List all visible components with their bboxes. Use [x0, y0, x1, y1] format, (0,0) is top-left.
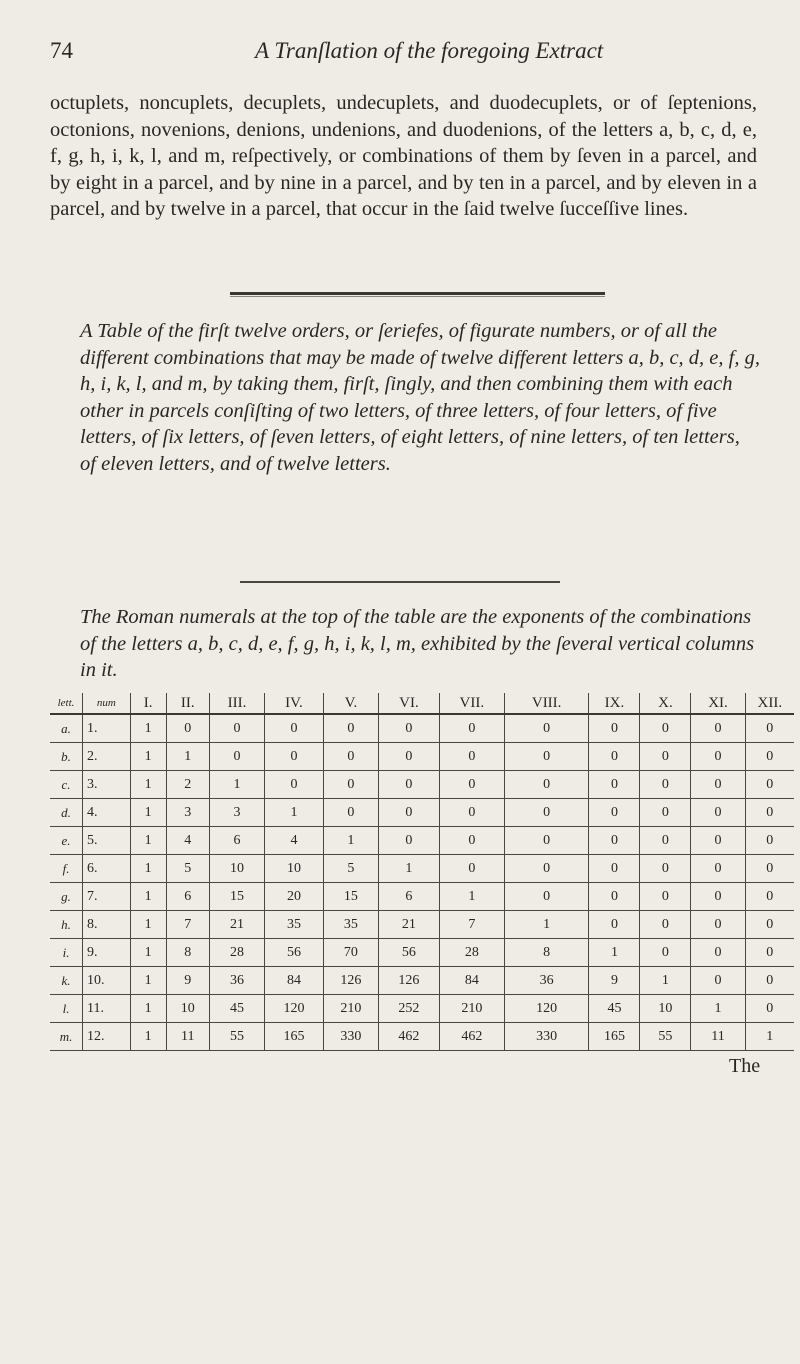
table-cell: 120 [265, 995, 324, 1023]
table-cell: 0 [691, 743, 745, 771]
table-cell: 0 [504, 714, 589, 743]
table-cell: 6 [209, 827, 264, 855]
table-note: The Roman numerals at the top of the table are the exponents of the combinations of the letters a, b, c, d, e, f, g, h, i, k, l, m, exhibited by the ſeveral vertical columns in it. [80, 606, 755, 681]
table-cell: 0 [589, 911, 640, 939]
table-cell: 0 [379, 771, 440, 799]
table-cell: 0 [379, 827, 440, 855]
header-num: num [83, 693, 131, 714]
section-divider [230, 292, 605, 295]
table-cell: 1 [745, 1023, 794, 1051]
table-cell: 0 [691, 771, 745, 799]
table-row [50, 743, 794, 771]
row-letter: m. [50, 1023, 83, 1051]
table-cell: 56 [379, 939, 440, 967]
table-cell: 0 [745, 799, 794, 827]
row-number: 11. [83, 995, 131, 1023]
row-letter: a. [50, 714, 83, 743]
table-cell: 0 [439, 855, 504, 883]
row-number: 3. [83, 771, 131, 799]
table-cell: 35 [323, 911, 378, 939]
table-cell: 0 [691, 827, 745, 855]
table-cell: 1 [130, 883, 166, 911]
table-cell: 0 [745, 967, 794, 995]
table-cell: 11 [166, 1023, 209, 1051]
row-letter: f. [50, 855, 83, 883]
table-cell: 0 [589, 743, 640, 771]
table-row [50, 714, 794, 743]
table-cell: 84 [265, 967, 324, 995]
table-cell: 0 [640, 771, 691, 799]
section-divider-hairline [230, 296, 605, 297]
table-cell: 1 [130, 911, 166, 939]
row-number: 8. [83, 911, 131, 939]
table-cell: 21 [209, 911, 264, 939]
table-cell: 1 [130, 743, 166, 771]
table-cell: 330 [504, 1023, 589, 1051]
col-header: I. [130, 693, 166, 714]
table-cell: 0 [589, 827, 640, 855]
running-header [50, 38, 750, 74]
table-row [50, 967, 794, 995]
table-cell: 1 [130, 995, 166, 1023]
table-cell: 8 [166, 939, 209, 967]
table-cell: 0 [745, 743, 794, 771]
intro-paragraph: octuplets, noncuplets, decuplets, undecuplets, and duodecuplets, or of ſeptenions, octonions, novenions, denions, undenions, and duodenions, of the letters a, b, c, d, e, f, g, h, i, k, l, and m, reſpectively, or combinations of them by ſeven in a parcel, and by eight in a parcel, and by nine in a parcel, and by ten in a parcel, and by eleven in a parcel, and by twelve in a parcel, that occur in the ſaid twelve ſucceſſive lines. [50, 92, 757, 220]
row-number: 1. [83, 714, 131, 743]
table-cell: 1 [209, 771, 264, 799]
table-cell: 0 [691, 883, 745, 911]
table-cell: 126 [379, 967, 440, 995]
table-cell: 0 [640, 827, 691, 855]
row-letter: h. [50, 911, 83, 939]
table-cell: 0 [640, 799, 691, 827]
table-cell: 2 [166, 771, 209, 799]
row-number: 9. [83, 939, 131, 967]
running-title: A Tranſlation of the foregoing Extract [255, 38, 604, 63]
table-cell: 0 [439, 771, 504, 799]
col-header: V. [323, 693, 378, 714]
table-row [50, 827, 794, 855]
table-cell: 0 [439, 799, 504, 827]
table-row [50, 799, 794, 827]
table-cell: 0 [504, 855, 589, 883]
table-cell: 1 [640, 967, 691, 995]
table-cell: 35 [265, 911, 324, 939]
table-cell: 3 [166, 799, 209, 827]
table-cell: 1 [130, 967, 166, 995]
table-cell: 0 [640, 911, 691, 939]
table-cell: 0 [745, 939, 794, 967]
table-cell: 0 [640, 939, 691, 967]
table-cell: 0 [379, 799, 440, 827]
table-cell: 1 [589, 939, 640, 967]
table-cell: 0 [589, 855, 640, 883]
table-cell: 0 [745, 911, 794, 939]
table-cell: 36 [209, 967, 264, 995]
table-cell: 84 [439, 967, 504, 995]
table-cell: 0 [504, 771, 589, 799]
table-cell: 252 [379, 995, 440, 1023]
table-cell: 10 [265, 855, 324, 883]
table-cell: 21 [379, 911, 440, 939]
table-cell: 1 [166, 743, 209, 771]
table-cell: 0 [504, 827, 589, 855]
table-cell: 1 [130, 939, 166, 967]
table-cell: 0 [323, 799, 378, 827]
table-cell: 9 [589, 967, 640, 995]
table-cell: 0 [265, 771, 324, 799]
table-cell: 1 [130, 855, 166, 883]
table-cell: 126 [323, 967, 378, 995]
table-cell: 1 [379, 855, 440, 883]
table-cell: 0 [166, 714, 209, 743]
row-letter: c. [50, 771, 83, 799]
col-header: XI. [691, 693, 745, 714]
table-cell: 1 [130, 799, 166, 827]
table-cell: 10 [166, 995, 209, 1023]
row-number: 2. [83, 743, 131, 771]
table-cell: 0 [265, 743, 324, 771]
table-cell: 0 [265, 714, 324, 743]
col-header: VI. [379, 693, 440, 714]
table-body [50, 714, 794, 1051]
row-letter: l. [50, 995, 83, 1023]
table-cell: 0 [323, 743, 378, 771]
table-cell: 15 [209, 883, 264, 911]
table-cell: 55 [640, 1023, 691, 1051]
col-header: VIII. [504, 693, 589, 714]
col-header: IX. [589, 693, 640, 714]
table-cell: 0 [589, 799, 640, 827]
table-cell: 6 [166, 883, 209, 911]
table-cell: 4 [166, 827, 209, 855]
col-header: X. [640, 693, 691, 714]
table-cell: 0 [504, 883, 589, 911]
page-number: 74 [50, 38, 73, 63]
table-row [50, 1023, 794, 1051]
table-cell: 0 [691, 855, 745, 883]
table-row [50, 939, 794, 967]
table-cell: 1 [130, 1023, 166, 1051]
row-letter: d. [50, 799, 83, 827]
table-cell: 55 [209, 1023, 264, 1051]
table-cell: 0 [745, 995, 794, 1023]
table-cell: 5 [323, 855, 378, 883]
col-header: II. [166, 693, 209, 714]
col-header: XII. [745, 693, 794, 714]
row-letter: b. [50, 743, 83, 771]
row-number: 6. [83, 855, 131, 883]
table-cell: 210 [439, 995, 504, 1023]
table-cell: 1 [130, 714, 166, 743]
row-number: 10. [83, 967, 131, 995]
row-number: 4. [83, 799, 131, 827]
table-cell: 4 [265, 827, 324, 855]
table-cell: 0 [439, 714, 504, 743]
col-header: IV. [265, 693, 324, 714]
table-cell: 0 [379, 743, 440, 771]
figurate-numbers-table [50, 693, 794, 1051]
col-header: VII. [439, 693, 504, 714]
table-cell: 0 [640, 743, 691, 771]
table-cell: 0 [379, 714, 440, 743]
table-cell: 0 [439, 743, 504, 771]
table-cell: 0 [691, 714, 745, 743]
table-cell: 0 [323, 771, 378, 799]
header-letter: lett. [50, 693, 83, 714]
table-header-row [50, 693, 794, 714]
row-letter: k. [50, 967, 83, 995]
row-letter: i. [50, 939, 83, 967]
table-cell: 120 [504, 995, 589, 1023]
table-row [50, 855, 794, 883]
table-cell: 0 [589, 714, 640, 743]
table-cell: 7 [166, 911, 209, 939]
row-number: 5. [83, 827, 131, 855]
table-cell: 0 [640, 714, 691, 743]
table-cell: 36 [504, 967, 589, 995]
table-cell: 20 [265, 883, 324, 911]
table-cell: 0 [439, 827, 504, 855]
table-cell: 0 [323, 714, 378, 743]
row-number: 7. [83, 883, 131, 911]
table-cell: 0 [640, 855, 691, 883]
table-cell: 0 [745, 771, 794, 799]
table-cell: 9 [166, 967, 209, 995]
table-cell: 0 [745, 883, 794, 911]
table-caption: A Table of the firſt twelve orders, or ſeriefes, of figurate numbers, or of all the different combinations that may be made of twelve different letters a, b, c, d, e, f, g, h, i, k, l, and m, by taking them, firſt, ſingly, and then combining them with each other in parcels conſiſting of two letters, of three letters, of four letters, of five letters, of ſix letters, of ſeven letters, of eight letters, of nine letters, of ten letters, of eleven letters, and of twelve letters. [80, 320, 760, 475]
row-letter: g. [50, 883, 83, 911]
table-cell: 210 [323, 995, 378, 1023]
table-cell: 10 [640, 995, 691, 1023]
table-cell: 70 [323, 939, 378, 967]
table-cell: 0 [691, 939, 745, 967]
table-cell: 0 [691, 799, 745, 827]
table-cell: 1 [130, 827, 166, 855]
catchword: The [729, 1055, 761, 1077]
table-cell: 330 [323, 1023, 378, 1051]
table-cell: 56 [265, 939, 324, 967]
table-cell: 3 [209, 799, 264, 827]
table-cell: 165 [265, 1023, 324, 1051]
table-cell: 11 [691, 1023, 745, 1051]
table-cell: 462 [439, 1023, 504, 1051]
table-cell: 28 [439, 939, 504, 967]
table-cell: 1 [323, 827, 378, 855]
table-row [50, 995, 794, 1023]
table-cell: 0 [209, 743, 264, 771]
table-cell: 0 [589, 883, 640, 911]
table-cell: 165 [589, 1023, 640, 1051]
table-cell: 0 [691, 911, 745, 939]
table-cell: 1 [691, 995, 745, 1023]
table-cell: 1 [265, 799, 324, 827]
table-row [50, 911, 794, 939]
table-cell: 1 [130, 771, 166, 799]
table-row [50, 883, 794, 911]
table-cell: 45 [209, 995, 264, 1023]
col-header: III. [209, 693, 264, 714]
table-cell: 45 [589, 995, 640, 1023]
table-cell: 0 [504, 743, 589, 771]
table-cell: 0 [589, 771, 640, 799]
table-cell: 1 [439, 883, 504, 911]
table-cell: 0 [745, 855, 794, 883]
table-cell: 15 [323, 883, 378, 911]
table-row [50, 771, 794, 799]
row-number: 12. [83, 1023, 131, 1051]
table-cell: 0 [209, 714, 264, 743]
table-cell: 1 [504, 911, 589, 939]
table-cell: 462 [379, 1023, 440, 1051]
row-letter: e. [50, 827, 83, 855]
table-cell: 0 [745, 714, 794, 743]
table-cell: 0 [745, 827, 794, 855]
table-cell: 28 [209, 939, 264, 967]
table-cell: 8 [504, 939, 589, 967]
table-cell: 5 [166, 855, 209, 883]
table-cell: 6 [379, 883, 440, 911]
table-cell: 7 [439, 911, 504, 939]
table-cell: 10 [209, 855, 264, 883]
table-cell: 0 [504, 799, 589, 827]
caption-divider [240, 581, 560, 583]
table-cell: 0 [691, 967, 745, 995]
table-cell: 0 [640, 883, 691, 911]
